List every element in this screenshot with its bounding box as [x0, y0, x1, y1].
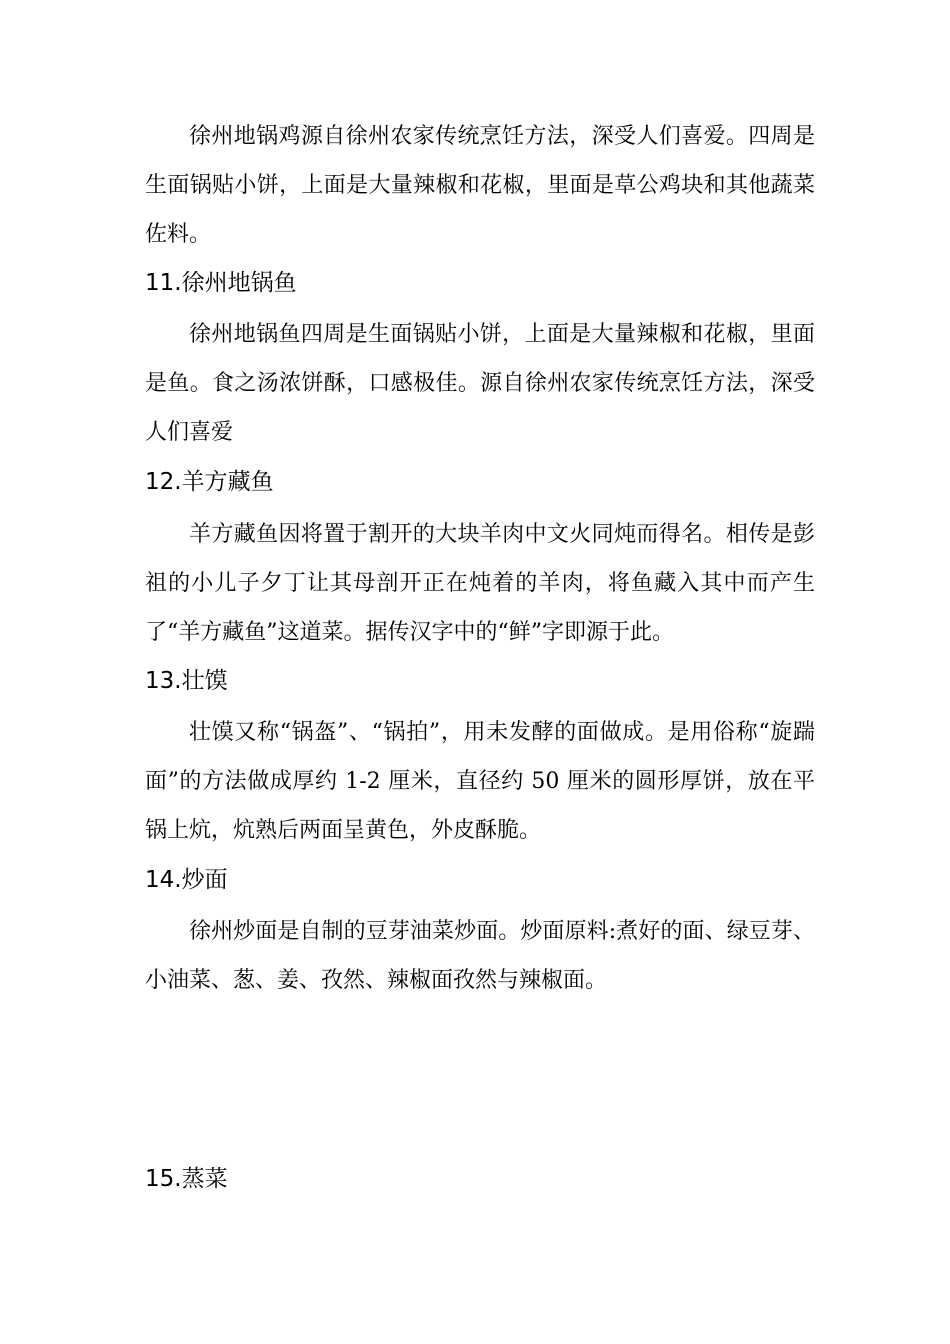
- paragraph-dish-13: 壮馍又称“锅盔”、“锅拍”，用未发酵的面做成。是用俗称“旋踹面”的方法做成厚约 1-2 厘米，直径约 50 厘米的圆形厚饼，放在平锅上炕，炕熟后两面呈黄色，外皮酥脆。: [145, 720, 815, 843]
- heading-dish-14: 14.炒面: [145, 867, 228, 893]
- paragraph-dish-12: 羊方藏鱼因将置于割开的大块羊肉中文火同炖而得名。相传是彭祖的小儿子夕丁让其母剖开正在炖着的羊肉，将鱼藏入其中而产生了“羊方藏鱼”这道菜。据传汉字中的“鲜”字即源于此。: [145, 522, 815, 645]
- heading-dish-11: 11.徐州地锅鱼: [145, 270, 297, 296]
- paragraph-dish-11: 徐州地锅鱼四周是生面锅贴小饼，上面是大量辣椒和花椒，里面是鱼。食之汤浓饼酥，口感极佳。源自徐州农家传统烹饪方法，深受人们喜爱: [145, 322, 815, 445]
- heading-dish-15: 15.蒸菜: [145, 1166, 228, 1192]
- paragraph-dish-14: 徐州炒面是自制的豆芽油菜炒面。炒面原料:煮好的面、绿豆芽、小油菜、葱、姜、孜然、辣椒面孜然与辣椒面。: [145, 919, 815, 993]
- heading-dish-12: 12.羊方藏鱼: [145, 469, 274, 495]
- paragraph-dish-10: 徐州地锅鸡源自徐州农家传统烹饪方法，深受人们喜爱。四周是生面锅贴小饼，上面是大量辣椒和花椒，里面是草公鸡块和其他蔬菜佐料。: [145, 124, 815, 247]
- heading-dish-13: 13.壮馍: [145, 668, 228, 694]
